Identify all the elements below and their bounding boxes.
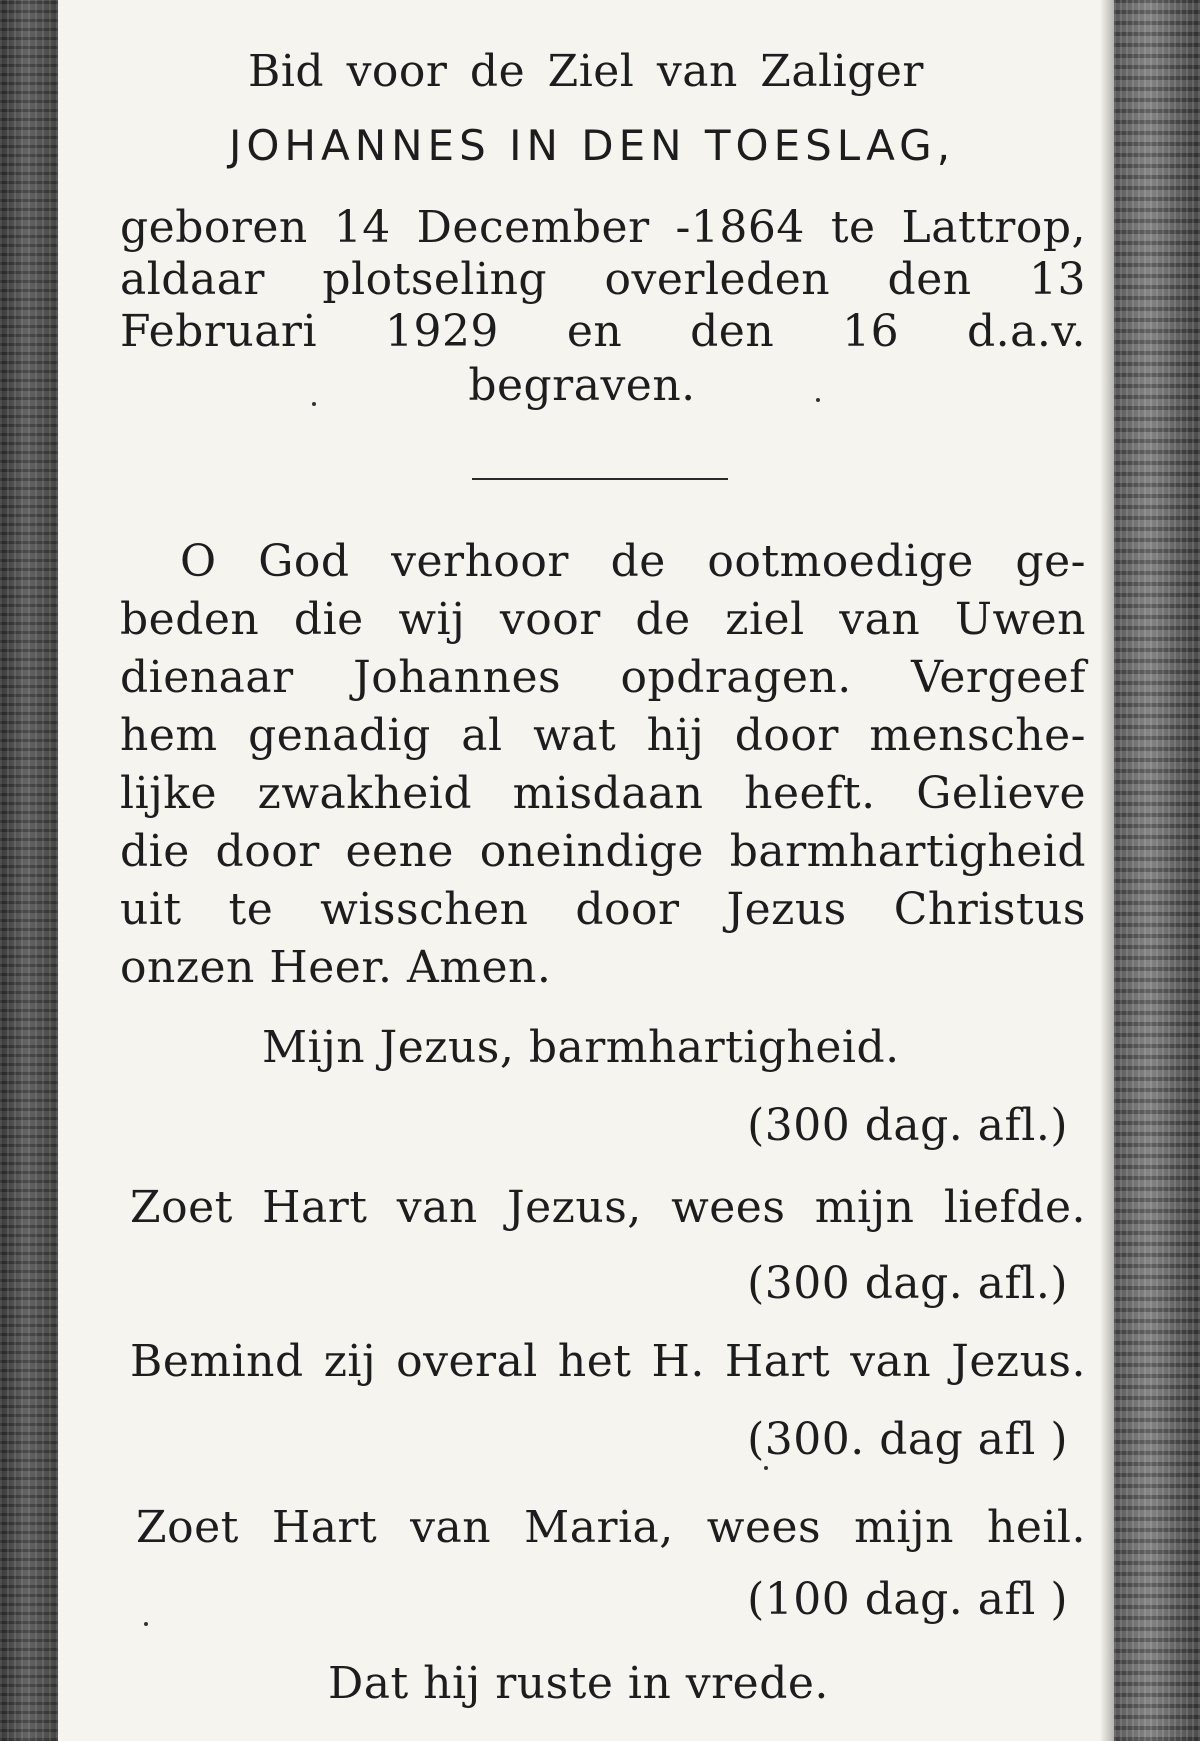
indulgence-4: (100 dag. afl )	[747, 1574, 1068, 1625]
indulgence-1: (300 dag. afl.)	[747, 1100, 1068, 1151]
memorial-card	[58, 0, 1114, 1741]
card-heading: Bid voor de Ziel van Zaliger	[248, 46, 924, 97]
prayer-line-3: dienaar Johannes opdragen. Vergeef	[120, 652, 1086, 703]
print-speck	[144, 1622, 148, 1626]
bio-line-2: aldaar plotseling overleden den 13	[120, 254, 1086, 305]
closing-line: Dat hij ruste in vrede.	[328, 1658, 829, 1709]
prayer-line-4: hem genadig al wat hij door mensche-	[120, 710, 1086, 761]
scan-border-left	[0, 0, 58, 1741]
bio-line-1: geboren 14 December -1864 te Lattrop,	[120, 202, 1086, 253]
print-speck	[764, 1466, 768, 1470]
print-speck	[816, 398, 820, 402]
ejaculation-1: Mijn Jezus, barmhartigheid.	[262, 1022, 900, 1073]
ejaculation-3: Bemind zij overal het H. Hart van Jezus.	[130, 1336, 1086, 1387]
prayer-line-1: O God verhoor de ootmoedige ge-	[180, 536, 1086, 587]
divider-rule	[472, 478, 728, 480]
print-speck	[312, 402, 316, 406]
prayer-line-6: die door eene oneindige barmhartigheid	[120, 826, 1086, 877]
deceased-name: JOHANNES IN DEN TOESLAG,	[228, 121, 956, 170]
prayer-line-5: lijke zwakheid misdaan heeft. Gelieve	[120, 768, 1086, 819]
bio-line-3: Februari 1929 en den 16 d.a.v.	[120, 306, 1086, 357]
prayer-line-8: onzen Heer. Amen.	[120, 942, 552, 993]
prayer-line-2: beden die wij voor de ziel van Uwen	[120, 594, 1086, 645]
bio-line-4: begraven.	[468, 360, 696, 411]
prayer-line-7: uit te wisschen door Jezus Christus	[120, 884, 1086, 935]
ejaculation-4: Zoet Hart van Maria, wees mijn heil.	[136, 1502, 1086, 1553]
scan-border-right	[1114, 0, 1200, 1741]
ejaculation-2: Zoet Hart van Jezus, wees mijn liefde.	[130, 1182, 1086, 1233]
indulgence-3: (300. dag afl )	[747, 1414, 1068, 1465]
indulgence-2: (300 dag. afl.)	[747, 1258, 1068, 1309]
